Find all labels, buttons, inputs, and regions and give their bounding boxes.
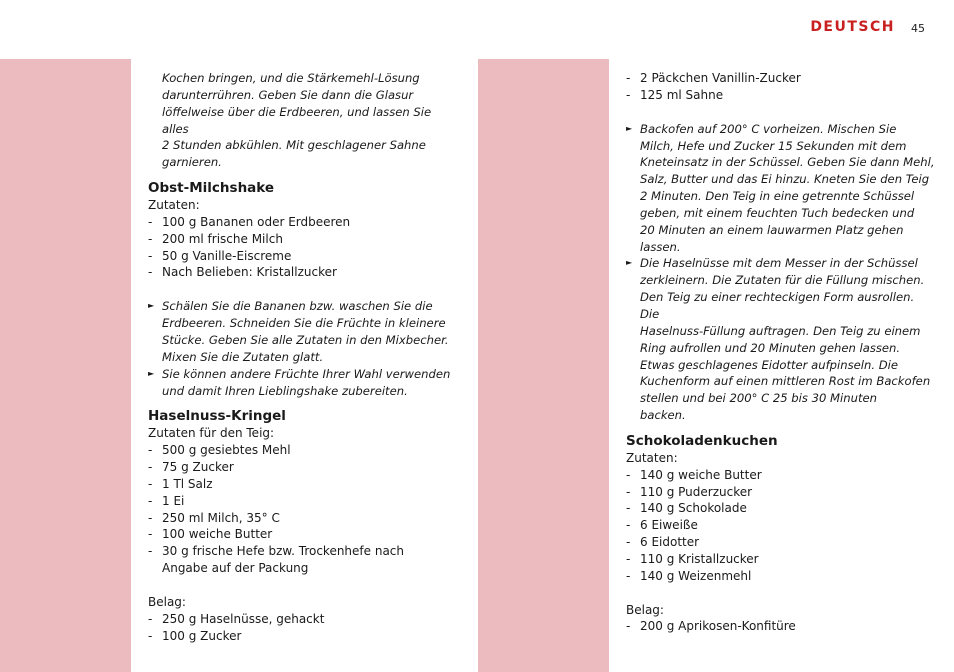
ingredient-item: - 50 g Vanille-Eiscreme <box>148 248 292 263</box>
triangle-bullet-icon: ► <box>148 301 155 311</box>
middle-margin-band <box>478 59 609 672</box>
ingredient-item: - 110 g Puderzucker <box>626 484 753 499</box>
schoko-ingredients-label: Zutaten: <box>626 450 678 465</box>
ingredient-item: - 140 g Weizenmehl <box>626 568 752 583</box>
kringel-topping-label: Belag: <box>148 594 186 609</box>
ingredient-item: - 100 g Bananen oder Erdbeeren <box>148 214 351 229</box>
left-column <box>148 70 458 644</box>
kringel-ingredients-label: Zutaten für den Teig: <box>148 426 275 441</box>
ingredient-item: - 500 g gesiebtes Mehl <box>148 443 291 458</box>
instruction-step: ► Sie können andere Früchte Ihrer Wahl verwenden und damit Ihren Lieblingshake zubereiten. <box>148 366 451 398</box>
intro-paragraph: Kochen bringen, und die Stärkemehl-Lösung darunterrühren. Geben Sie dann die Glasur löffelweise über die Erdbeeren, und lassen Sie alles 2 Stunden abkühlen. Mit geschlagener Sahne garnieren. <box>162 71 432 170</box>
ingredient-item: - 6 Eidotter <box>626 535 700 550</box>
kringel-title: Haselnuss-Kringel <box>148 408 286 425</box>
page-header <box>780 19 940 39</box>
ingredient-item: - 6 Eiweiße <box>626 518 698 533</box>
ingredient-item: - 250 ml Milch, 35° C <box>148 510 280 525</box>
milkshake-title: Obst-Milchshake <box>148 180 275 197</box>
triangle-bullet-icon: ► <box>626 123 633 133</box>
triangle-bullet-icon: ► <box>148 368 155 378</box>
schoko-title: Schokoladenkuchen <box>626 432 778 449</box>
ingredient-item: - 30 g frische Hefe bzw. Trockenhefe nach Angabe auf der Packung <box>148 544 405 576</box>
left-margin-band <box>0 59 131 672</box>
milkshake-ingredients-label: Zutaten: <box>148 198 200 213</box>
ingredient-item: - 75 g Zucker <box>148 460 234 475</box>
instruction-step: ► Schälen Sie die Bananen bzw. waschen Sie die Erdbeeren. Schneiden Sie die Früchte in kleinere Stücke. Geben Sie alle Zutaten in den Mixbecher. Mixen Sie die Zutaten glatt. <box>148 299 449 364</box>
schoko-topping-label: Belag: <box>626 602 664 617</box>
ingredient-item: - 1 Tl Salz <box>148 476 213 491</box>
ingredient-item: - 140 g weiche Butter <box>626 467 762 482</box>
topping-item: - 100 g Zucker <box>148 628 242 643</box>
topping-item: - 125 ml Sahne <box>626 87 724 102</box>
language-label: DEUTSCH <box>810 19 895 35</box>
instruction-step: ► Die Haselnüsse mit dem Messer in der Schüssel zerkleinern. Die Zutaten für die Füllung mischen. Den Teig zu einer rechteckigen Form ausrollen. Die Haselnuss-Füllung auftragen. Den Teig zu einem Ring aufrollen und 20 Minuten gehen lassen. Etwas geschlagenes Eidotter aufpinseln. Die Kuchenform auf einen mittleren Rost im Backofen stellen und bei 200° C 25 bis 30 Minuten backen. <box>626 256 931 423</box>
topping-item: - 250 g Haselnüsse, gehackt <box>148 611 325 626</box>
ingredient-item: - 140 g Schokolade <box>626 501 747 516</box>
ingredient-item: - 1 Ei <box>148 493 185 508</box>
ingredient-item: - 200 ml frische Milch <box>148 231 283 246</box>
instruction-step: ► Backofen auf 200° C vorheizen. Mischen Sie Milch, Hefe und Zucker 15 Sekunden mit dem Kneteinsatz in der Schüssel. Geben Sie dann Mehl, Salz, Butter und das Ei hinzu. Kneten Sie den Teig 2 Minuten. Den Teig in eine getrennte Schüssel geben, mit einem feuchten Tuch bedecken und 20 Minuten an einem lauwarmen Platz gehen lassen. <box>626 121 935 254</box>
right-column <box>626 70 936 635</box>
ingredient-item: - Nach Belieben: Kristallzucker <box>148 265 337 280</box>
triangle-bullet-icon: ► <box>626 258 633 268</box>
page-number: 45 <box>911 22 925 35</box>
topping-item: - 200 g Aprikosen-Konfitüre <box>626 619 796 634</box>
ingredient-item: - 110 g Kristallzucker <box>626 551 759 566</box>
ingredient-item: - 100 weiche Butter <box>148 527 273 542</box>
topping-item: - 2 Päckchen Vanillin-Zucker <box>626 71 801 85</box>
